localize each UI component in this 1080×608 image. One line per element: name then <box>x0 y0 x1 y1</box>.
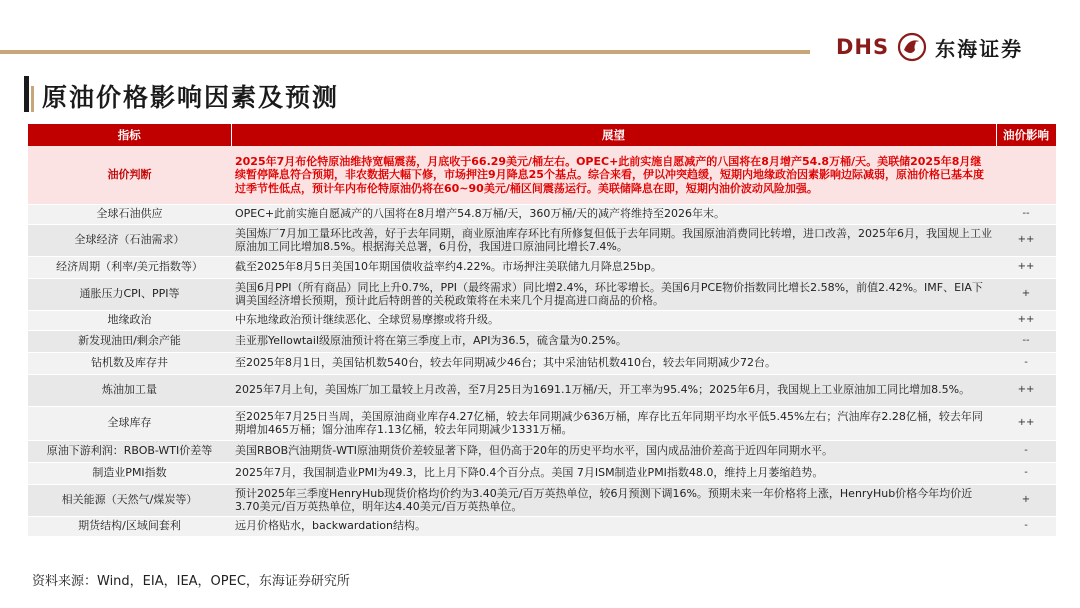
table-row <box>28 352 1056 374</box>
outlook-cell: 美国6月PPI（所有商品）同比上升0.7%，PPI（最终需求）同比增2.4%，环比零增长。美国6月PCE物价指数同比增长2.58%，前值2.42%。IMF、EIA下调美国经济增长预期，预计此后特朗普的关税政策将在未来几个月提高进口商品的价格。 <box>231 278 996 310</box>
indicator-cell: 制造业PMI指数 <box>28 462 231 484</box>
title-accent <box>31 86 34 112</box>
title-bar <box>24 76 29 112</box>
impact-cell: ++ <box>996 310 1056 330</box>
header-outlook: 展望 <box>231 124 996 146</box>
impact-cell: ++ <box>996 374 1056 406</box>
outlook-cell: 截至2025年8月5日美国10年期国债收益率约4.22%。市场押注美联储九月降息25bp。 <box>231 256 996 278</box>
outlook-cell: 圭亚那Yellowtail级原油预计将在第三季度上市，API为36.5，硫含量为0.25%。 <box>231 330 996 352</box>
table-row <box>28 484 1056 516</box>
table-row <box>28 330 1056 352</box>
table-header-row <box>28 124 1056 146</box>
table-row <box>28 204 1056 224</box>
table-row <box>28 146 1056 204</box>
indicator-cell: 新发现油田/剩余产能 <box>28 330 231 352</box>
page-title: 原油价格影响因素及预测 <box>42 83 340 112</box>
impact-cell: + <box>996 484 1056 516</box>
logo-chinese: 东海证券 <box>935 36 1024 61</box>
dhs-logo-icon <box>895 30 929 64</box>
company-logo <box>836 30 1023 64</box>
indicator-cell: 油价判断 <box>28 146 231 204</box>
outlook-cell: 2025年7月，我国制造业PMI为49.3，比上月下降0.4个百分点。美国 7月ISM制造业PMI指数48.0，维持上月萎缩趋势。 <box>231 462 996 484</box>
impact-cell: - <box>996 516 1056 536</box>
indicator-cell: 全球石油供应 <box>28 204 231 224</box>
impact-cell: ++ <box>996 406 1056 440</box>
table-row <box>28 406 1056 440</box>
table-row <box>28 310 1056 330</box>
impact-cell: + <box>996 278 1056 310</box>
impact-cell: - <box>996 462 1056 484</box>
outlook-cell: OPEC+此前实施自愿减产的八国将在8月增产54.8万桶/天，360万桶/天的减产将维持至2026年末。 <box>231 204 996 224</box>
source-note: 资料来源：Wind，EIA，IEA，OPEC，东海证券研究所 <box>32 574 350 589</box>
impact-cell: -- <box>996 330 1056 352</box>
outlook-cell: 2025年7月布伦特原油维持宽幅震荡，月底收于66.29美元/桶左右。OPEC+此前实施自愿减产的八国将在8月增产54.8万桶/天。美联储2025年8月继续暂停降息符合预期，非农数据大幅下修，市场押注9月降息25个基点。综合来看，伊以冲突趋缓，短期内地缘政治因素影响边际减弱，原油价格已基本度过季节性低点，预计年内布伦特原油仍将在60~90美元/桶区间震荡运行。美联储降息在即，短期内油价波动风险加强。 <box>231 146 996 204</box>
header-impact: 油价影响 <box>996 124 1056 146</box>
indicator-cell: 地缘政治 <box>28 310 231 330</box>
table-row <box>28 224 1056 256</box>
header-indicator: 指标 <box>28 124 231 146</box>
outlook-cell: 预计2025年三季度HenryHub现货价格均价约为3.40美元/百万英热单位，较6月预测下调16%。预期未来一年价格将上涨，HenryHub价格今年均价近3.70美元/百万英热单位，明年达4.40美元/百万英热单位。 <box>231 484 996 516</box>
impact-cell: -- <box>996 204 1056 224</box>
outlook-cell: 至2025年8月1日，美国钻机数540台，较去年同期减少46台；其中采油钻机数410台，较去年同期减少72台。 <box>231 352 996 374</box>
indicator-cell: 期货结构/区域间套利 <box>28 516 231 536</box>
table-row <box>28 516 1056 536</box>
outlook-cell: 2025年7月上旬，美国炼厂加工量较上月改善，至7月25日为1691.1万桶/天，开工率为95.4%；2025年6月，我国规上工业原油加工同比增加8.5%。 <box>231 374 996 406</box>
indicator-cell: 通胀压力CPI、PPI等 <box>28 278 231 310</box>
top-rule <box>0 50 810 54</box>
impact-cell <box>996 146 1056 204</box>
indicator-cell: 炼油加工量 <box>28 374 231 406</box>
outlook-cell: 中东地缘政治预计继续恶化、全球贸易摩擦或将升级。 <box>231 310 996 330</box>
factor-table <box>28 124 1056 537</box>
table-row <box>28 462 1056 484</box>
impact-cell: - <box>996 352 1056 374</box>
table-row <box>28 440 1056 462</box>
impact-cell: - <box>996 440 1056 462</box>
indicator-cell: 相关能源（天然气/煤炭等） <box>28 484 231 516</box>
indicator-cell: 全球经济（石油需求） <box>28 224 231 256</box>
logo-latin: DHS <box>836 35 890 59</box>
outlook-cell: 至2025年7月25日当周，美国原油商业库存4.27亿桶，较去年同期减少636万桶，库存比五年同期平均水平低5.45%左右；汽油库存2.28亿桶，较去年同期增加465万桶；馏分油库存1.13亿桶，较去年同期减少1331万桶。 <box>231 406 996 440</box>
outlook-cell: 美国炼厂7月加工量环比改善，好于去年同期，商业原油库存环比有所修复但低于去年同期。我国原油消费同比转增，进口改善，2025年6月，我国规上工业原油加工同比增加8.5%。根据海关总署，6月份，我国进口原油同比增长7.4%。 <box>231 224 996 256</box>
impact-cell: ++ <box>996 256 1056 278</box>
indicator-cell: 经济周期（利率/美元指数等） <box>28 256 231 278</box>
outlook-cell: 远月价格贴水，backwardation结构。 <box>231 516 996 536</box>
table-row <box>28 256 1056 278</box>
indicator-cell: 原油下游利润：RBOB-WTI价差等 <box>28 440 231 462</box>
indicator-cell: 全球库存 <box>28 406 231 440</box>
table-row <box>28 278 1056 310</box>
outlook-cell: 美国RBOB汽油期货-WTI原油期货价差较显著下降，但仍高于20年的历史平均水平，国内成品油价差高于近四年同期水平。 <box>231 440 996 462</box>
indicator-cell: 钻机数及库存井 <box>28 352 231 374</box>
table-row <box>28 374 1056 406</box>
impact-cell: ++ <box>996 224 1056 256</box>
